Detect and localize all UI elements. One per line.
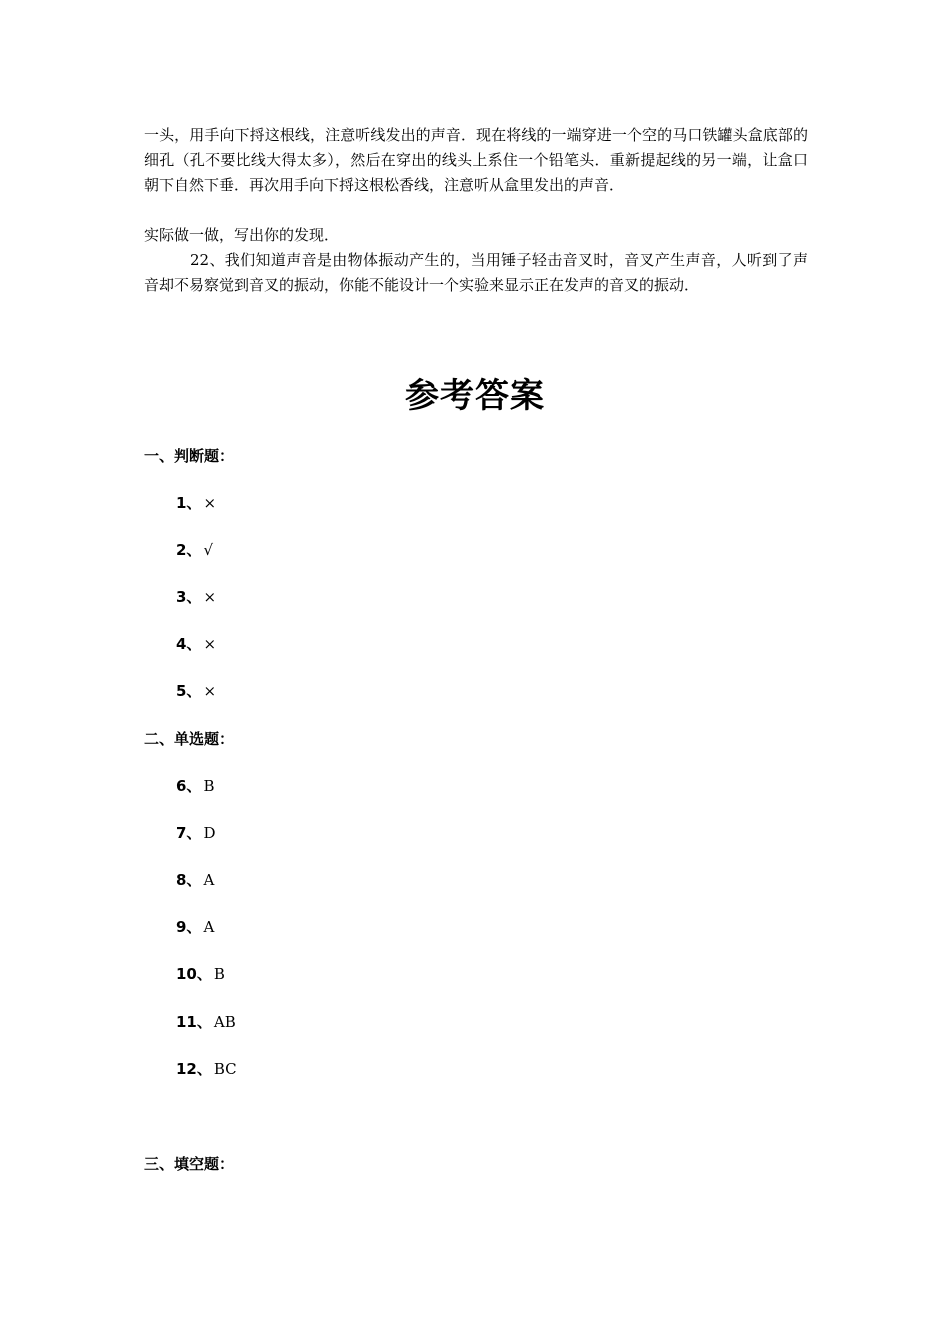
question-22-text: 22、我们知道声音是由物体振动产生的，当用锤子轻击音叉时，音叉产生声音，人听到了声音却不易察觉到音叉的振动，你能不能设计一个实验来显示正在发声的音叉的振动．: [144, 251, 808, 294]
answer-value: AB: [213, 1013, 236, 1031]
answer-value: A: [203, 871, 215, 889]
answer-value: ×: [203, 494, 217, 512]
answer-item-1: [176, 493, 216, 513]
section-single-choice-heading: 二、单选题：: [144, 730, 235, 748]
answer-item-5: [176, 681, 216, 701]
answer-number: 8、: [176, 871, 202, 889]
answer-item-7: [176, 823, 215, 843]
answer-number: 5、: [176, 682, 202, 700]
answer-value: B: [203, 777, 215, 795]
answer-value: D: [203, 824, 216, 842]
answer-number: 4、: [176, 635, 202, 653]
answer-item-10: [176, 964, 225, 984]
answer-value: ×: [203, 588, 217, 606]
section-true-false-heading: 一、判断题：: [144, 447, 235, 465]
answer-value: ×: [203, 635, 217, 653]
answer-item-3: [176, 587, 216, 607]
answer-key-title: 参考答案: [405, 376, 545, 416]
answer-value: ×: [203, 682, 217, 700]
question-21-text: 一头，用手向下捋这根线，注意听线发出的声音．现在将线的一端穿进一个空的马口铁罐头盒底部的细孔（孔不要比线大得太多），然后在穿出的线头上系住一个铅笔头．重新提起线的另一端，让盒口朝下自然下垂．再次用手向下捋这根松香线，注意听从盒里发出的声音．: [144, 126, 808, 194]
answer-item-4: [176, 634, 216, 654]
answer-number: 7、: [176, 824, 202, 842]
answer-value: A: [203, 918, 215, 936]
answer-item-12: [176, 1059, 237, 1079]
answer-value: BC: [213, 1060, 237, 1078]
answer-number: 2、: [176, 541, 202, 559]
answer-item-6: [176, 776, 214, 796]
answer-item-9: [176, 917, 214, 937]
answer-number: 3、: [176, 588, 202, 606]
answer-value: B: [213, 965, 225, 983]
answer-item-8: [176, 870, 214, 890]
answer-number: 10、: [176, 965, 212, 983]
answer-number: 1、: [176, 494, 202, 512]
answer-item-11: [176, 1012, 236, 1032]
answer-number: 11、: [176, 1013, 212, 1031]
answer-number: 9、: [176, 918, 202, 936]
question-21-instruction: 实际做一做，写出你的发现．: [144, 226, 340, 244]
answer-number: 6、: [176, 777, 202, 795]
answer-number: 12、: [176, 1060, 212, 1078]
section-fill-in-heading: 三、填空题：: [144, 1155, 235, 1173]
answer-item-2: [176, 540, 213, 560]
answer-value: √: [203, 541, 213, 559]
